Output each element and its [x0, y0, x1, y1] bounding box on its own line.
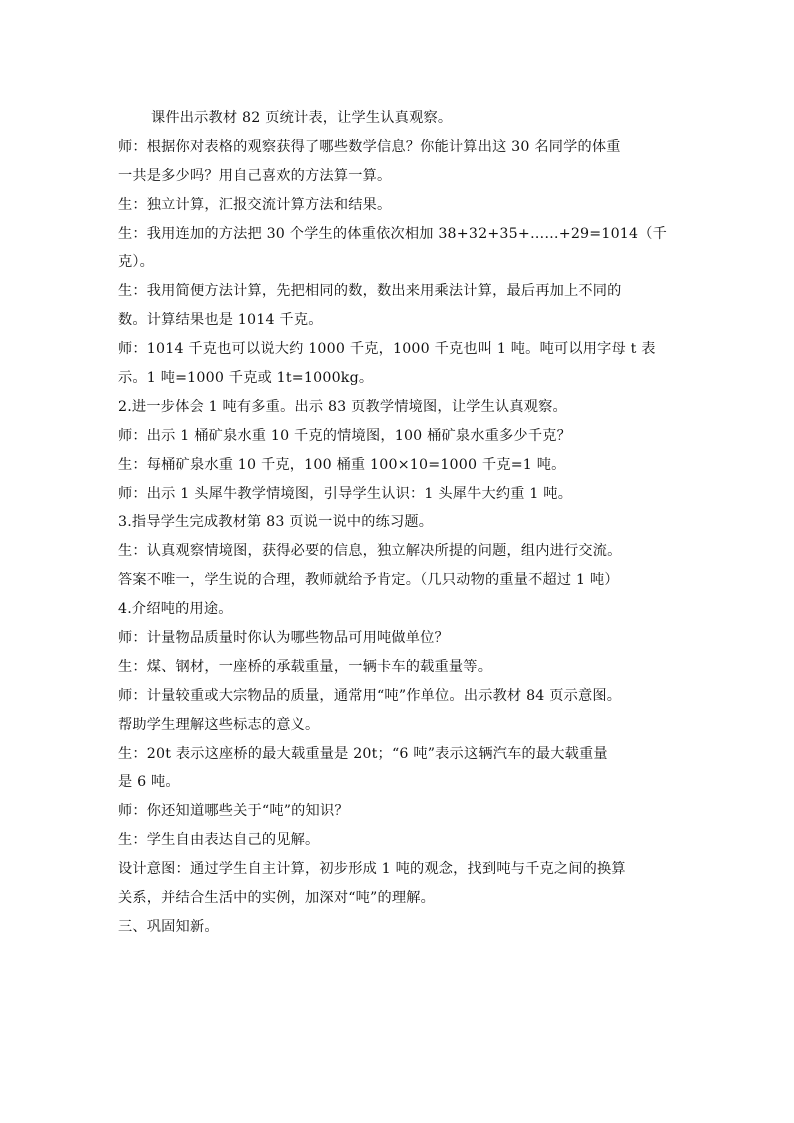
paragraph-line: 生：认真观察情境图，获得必要的信息，独立解决所提的问题，组内进行交流。 [118, 543, 622, 560]
paragraph-line: 生：我用简便方法计算，先把相同的数，数出来用乘法计算，最后再加上不同的 [118, 283, 622, 300]
paragraph-line: 师：根据你对表格的观察获得了哪些数学信息？你能计算出这 30 名同学的体重 [118, 138, 621, 155]
paragraph-line: 师：1014 千克也可以说大约 1000 千克，1000 千克也叫 1 吨。吨可以用字母 t 表 [118, 341, 656, 358]
paragraph-line: 数。计算结果也是 1014 千克。 [118, 312, 323, 329]
document-body [118, 104, 690, 942]
paragraph-line: 是 6 吨。 [118, 774, 180, 791]
paragraph-line: 帮助学生理解这些标志的意义。 [118, 716, 320, 733]
paragraph-line: 生：20t 表示这座桥的最大载重量是 20t；“6 吨”表示这辆汽车的最大载重量 [118, 745, 608, 762]
paragraph-line: 生：独立计算，汇报交流计算方法和结果。 [118, 196, 392, 213]
paragraph-line: 答案不唯一，学生说的合理，教师就给予肯定。（几只动物的重量不超过 1 吨） [118, 572, 619, 589]
paragraph-line: 一共是多少吗？用自己喜欢的方法算一算。 [118, 167, 392, 184]
section-heading: 三、巩固知新。 [118, 918, 219, 935]
paragraph-line: 4.介绍吨的用途。 [118, 601, 233, 618]
paragraph-line: 师：计量较重或大宗物品的质量，通常用“吨”作单位。出示教材 84 页示意图。 [118, 687, 622, 704]
paragraph-line: 克）。 [118, 254, 155, 271]
paragraph-line: 示。1 吨=1000 千克或 1t=1000kg。 [118, 370, 374, 387]
paragraph-line: 师：你还知道哪些关于“吨”的知识？ [118, 803, 349, 820]
paragraph-line: 2.进一步体会 1 吨有多重。出示 83 页教学情境图，让学生认真观察。 [118, 398, 567, 415]
paragraph-line: 生：我用连加的方法把 30 个学生的体重依次相加 38+32+35+……+29=1014（千 [118, 225, 668, 242]
paragraph-line: 课件出示教材 82 页统计表，让学生认真观察。 [151, 110, 453, 126]
paragraph-line: 设计意图：通过学生自主计算，初步形成 1 吨的观念，找到吨与千克之间的换算 [118, 861, 626, 878]
paragraph-line: 师：出示 1 桶矿泉水重 10 千克的情境图，100 桶矿泉水重多少千克？ [118, 427, 571, 444]
paragraph-line: 生：学生自由表达自己的见解。 [118, 832, 320, 849]
paragraph-line: 生：煤、钢材，一座桥的承载重量，一辆卡车的载重量等。 [118, 658, 493, 675]
paragraph-line: 师：计量物品质量时你认为哪些物品可用吨做单位？ [118, 630, 449, 647]
paragraph-line: 关系，并结合生活中的实例，加深对“吨”的理解。 [118, 890, 436, 907]
paragraph-line: 师：出示 1 头犀牛教学情境图，引导学生认识：1 头犀牛大约重 1 吨。 [118, 485, 573, 502]
paragraph-line: 3.指导学生完成教材第 83 页说一说中的练习题。 [118, 514, 434, 531]
paragraph-line: 生：每桶矿泉水重 10 千克，100 桶重 100×10=1000 千克=1 吨。 [118, 456, 566, 473]
